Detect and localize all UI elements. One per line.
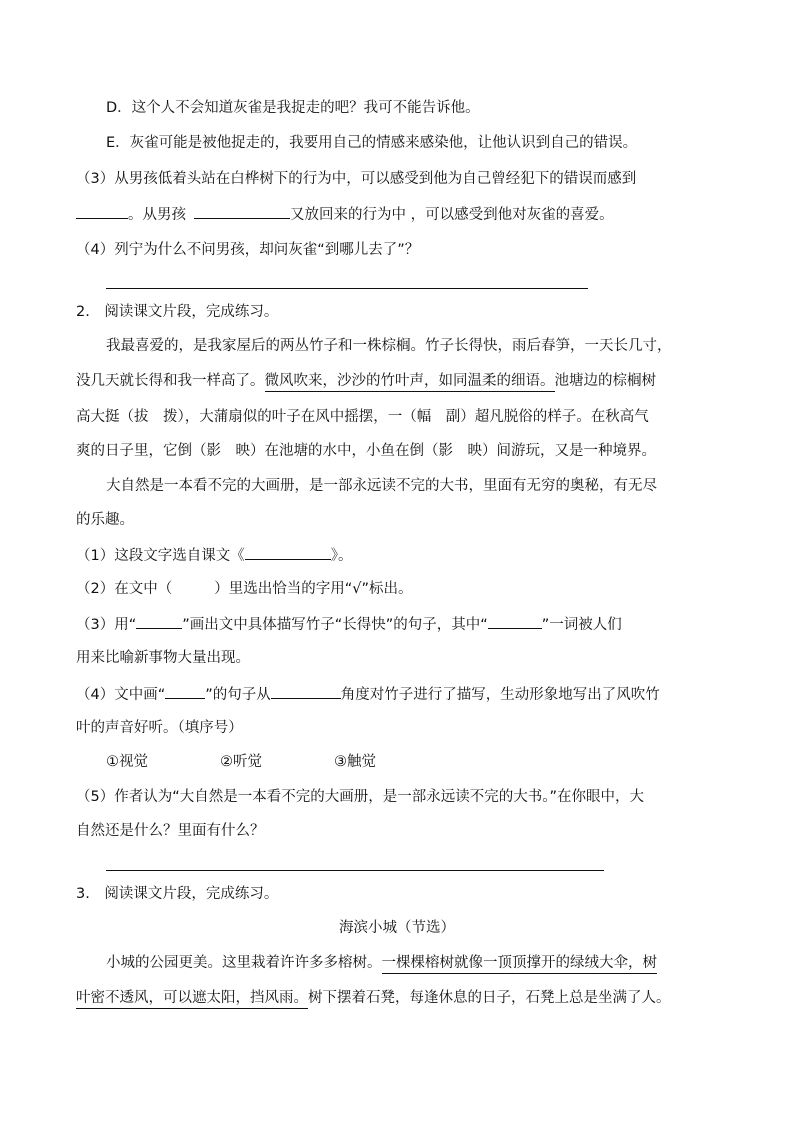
q1-sub3-line2: 。从男孩 又放回来的行为中 ，可以感受到他对灰雀的喜爱。 (76, 204, 614, 225)
option-auditory: ②听觉 (220, 754, 262, 770)
q2-sub1: （1）这段文字选自课文《 》。 (76, 545, 352, 566)
q2-options (106, 752, 376, 772)
underlined-sentence: 叶密不透风，可以遮太阳，挡风雨。 (76, 990, 308, 1009)
q3-heading: 3. 阅读课文片段，完成练习。 (76, 886, 279, 902)
q2-passage-line6: 的乐趣。 (76, 512, 134, 528)
passage-title: 海滨小城（节选） (339, 920, 455, 936)
answer-blank[interactable] (245, 545, 331, 560)
q2-passage-line5: 大自然是一本看不完的大画册，是一部永远读不完的大书，里面有无穷的奥秘，有无尽 (106, 478, 657, 494)
answer-blank[interactable] (271, 684, 341, 699)
option-d: D．这个人不会知道灰雀是我捉走的吧？我可不能告诉他。 (106, 100, 480, 116)
underlined-sentence: 一棵棵榕树就像一顶顶撑开的绿绒大伞，树 (382, 955, 658, 974)
q2-heading: 2. 阅读课文片段，完成练习。 (76, 304, 279, 320)
answer-line[interactable] (106, 870, 604, 871)
q2-passage-line1: 我最喜爱的，是我家屋后的两丛竹子和一株棕榈。竹子长得快，雨后春笋，一天长几寸， (106, 338, 672, 354)
option-tactile: ③触觉 (334, 754, 376, 770)
q2-sub2: （2）在文中（ ）里选出恰当的字用“√”标出。 (76, 581, 413, 597)
q3-passage-line2: 叶密不透风，可以遮太阳，挡风雨。树下摆着石凳，每逢休息的日子，石凳上总是坐满了人。 (76, 988, 671, 1008)
answer-line[interactable] (106, 288, 588, 289)
option-e: E．灰雀可能是被他捉走的，我要用自己的情感来感染他，让他认识到自己的错误。 (106, 135, 638, 151)
q1-sub3-line1: （3）从男孩低着头站在白桦树下的行为中，可以感受到他为自己曾经犯下的错误而感到 (76, 171, 637, 187)
q2-sub4-line2: 叶的声音好听。（填序号） (76, 720, 243, 736)
answer-blank[interactable] (76, 204, 128, 219)
q2-sub3-line1: （3）用“ ”画出文中具体描写竹子“长得快”的句子，其中“ ”一词被人们 (76, 614, 622, 635)
answer-blank[interactable] (194, 204, 290, 219)
underlined-sentence: 微风吹来，沙沙的竹叶声，如同温柔的细语。 (265, 373, 555, 392)
underline-mark (165, 684, 205, 699)
q2-sub4-line1: （4）文中画“ ”的句子从 角度对竹子进行了描写，生动形象地写出了风吹竹 (76, 684, 660, 705)
q2-passage-line4: 爽的日子里，它倒（影 映）在池塘的水中，小鱼在倒（影 映）间游玩，又是一种境界。 (76, 443, 656, 459)
q2-sub3-line2: 用来比喻新事物大量出现。 (76, 650, 250, 666)
option-visual: ①视觉 (106, 754, 148, 770)
underline-mark (136, 614, 182, 629)
q2-passage-line3: 高大挺（拔 拨），大蒲扇似的叶子在风中摇摆，一（幅 副）超凡脱俗的样子。在秋高气 (76, 409, 649, 425)
q2-passage-line2: 没几天就长得和我一样高了。微风吹来，沙沙的竹叶声，如同温柔的细语。池塘边的棕榈树 (76, 371, 656, 391)
q3-passage-line1: 小城的公园更美。这里栽着许许多多榕树。一棵棵榕树就像一顶顶撑开的绿绒大伞，树 (106, 953, 657, 973)
q2-sub5-line2: 自然还是什么？里面有什么？ (76, 823, 265, 839)
q2-sub5-line1: （5）作者认为“大自然是一本看不完的大画册，是一部永远读不完的大书。”在你眼中，大 (76, 789, 644, 805)
q1-sub4: （4）列宁为什么不问男孩，却问灰雀“到哪儿去了”？ (76, 242, 420, 258)
answer-blank[interactable] (488, 614, 542, 629)
